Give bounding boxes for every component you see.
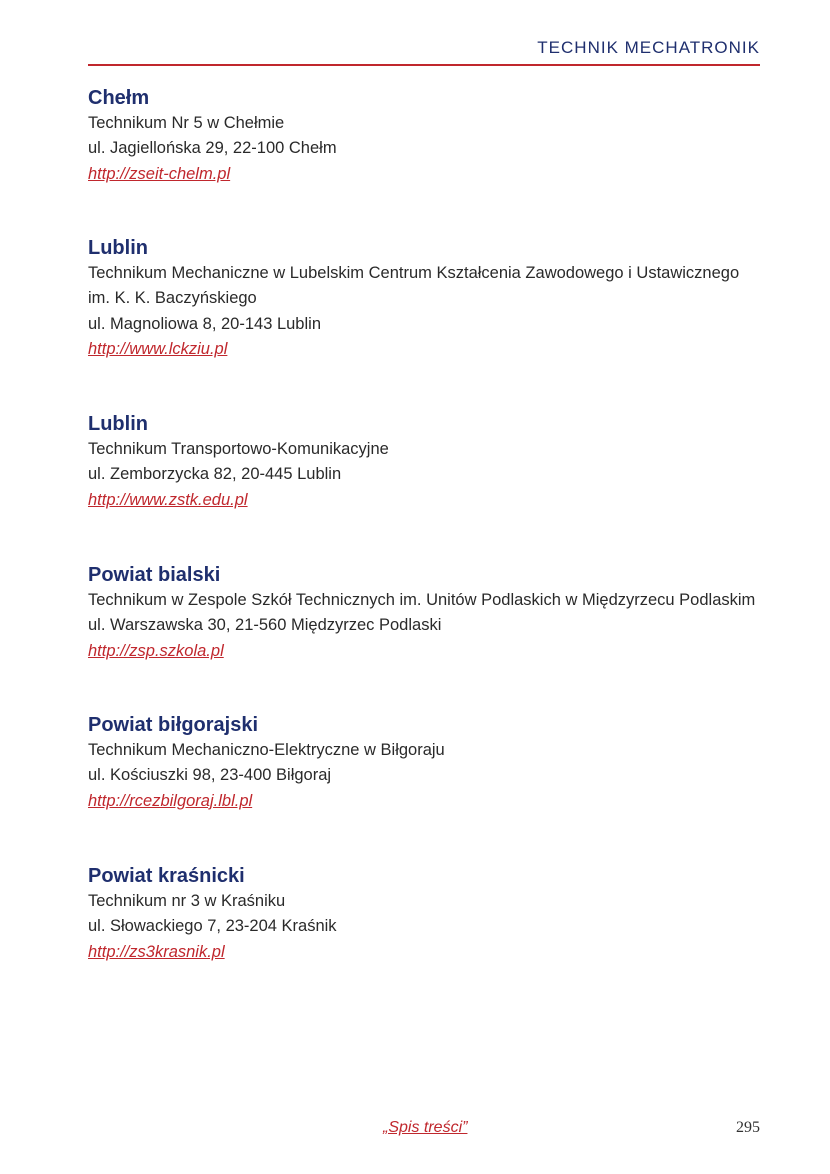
school-name-continued: im. K. K. Baczyńskiego bbox=[88, 289, 257, 308]
school-website-link[interactable]: http://zsp.szkola.pl bbox=[88, 641, 224, 660]
school-website-link[interactable]: http://zseit-chelm.pl bbox=[88, 164, 231, 183]
school-address: ul. Magnoliowa 8, 20-143 Lublin bbox=[88, 314, 321, 333]
school-name: Technikum w Zespole Szkół Technicznych im. Unitów Podlaskich w Międzyrzecu Podlaskim bbox=[88, 591, 756, 609]
school-address: ul. Jagiellońska 29, 22-100 Chełm bbox=[88, 139, 337, 158]
school-website-link[interactable]: http://rcezbilgoraj.lbl.pl bbox=[88, 791, 253, 810]
entry-heading: Powiat bialski bbox=[88, 564, 221, 586]
school-name: Technikum Nr 5 w Chełmie bbox=[88, 114, 285, 132]
school-name: Technikum nr 3 w Kraśniku bbox=[88, 892, 286, 910]
school-address: ul. Warszawska 30, 21-560 Międzyrzec Podlaski bbox=[88, 616, 442, 635]
page-number: 295 bbox=[736, 1119, 760, 1136]
school-name: Technikum Mechaniczno-Elektryczne w Biłgoraju bbox=[88, 741, 445, 759]
entry-heading: Lublin bbox=[88, 413, 148, 435]
entry-heading: Lublin bbox=[88, 237, 148, 259]
table-of-contents-link[interactable]: „Spis treści” bbox=[383, 1119, 468, 1136]
school-name: Technikum Transportowo-Komunikacyjne bbox=[88, 440, 389, 458]
entry-heading: Chełm bbox=[88, 87, 150, 109]
entry-heading: Powiat biłgorajski bbox=[88, 714, 259, 736]
header-divider bbox=[88, 64, 760, 66]
school-website-link[interactable]: http://www.zstk.edu.pl bbox=[88, 490, 248, 509]
school-address: ul. Zemborzycka 82, 20-445 Lublin bbox=[88, 465, 342, 484]
school-entry-lublin-lckziu bbox=[88, 235, 760, 362]
school-entry-powiat-krasnicki bbox=[88, 863, 760, 965]
school-address: ul. Kościuszki 98, 23-400 Biłgoraj bbox=[88, 766, 332, 785]
school-entry-powiat-bialski bbox=[88, 562, 760, 664]
school-website-link[interactable]: http://www.lckziu.pl bbox=[88, 339, 228, 358]
school-entry-powiat-bilgorajski bbox=[88, 712, 760, 814]
running-header-title: TECHNIK MECHATRONIK bbox=[537, 38, 760, 57]
school-entry-chelm bbox=[88, 85, 760, 187]
school-address: ul. Słowackiego 7, 23-204 Kraśnik bbox=[88, 917, 337, 936]
entry-heading: Powiat kraśnicki bbox=[88, 865, 245, 887]
school-entry-lublin-zstk bbox=[88, 411, 760, 513]
school-name: Technikum Mechaniczne w Lubelskim Centrum Kształcenia Zawodowego i Ustawicznego bbox=[88, 264, 740, 282]
school-website-link[interactable]: http://zs3krasnik.pl bbox=[88, 942, 225, 961]
